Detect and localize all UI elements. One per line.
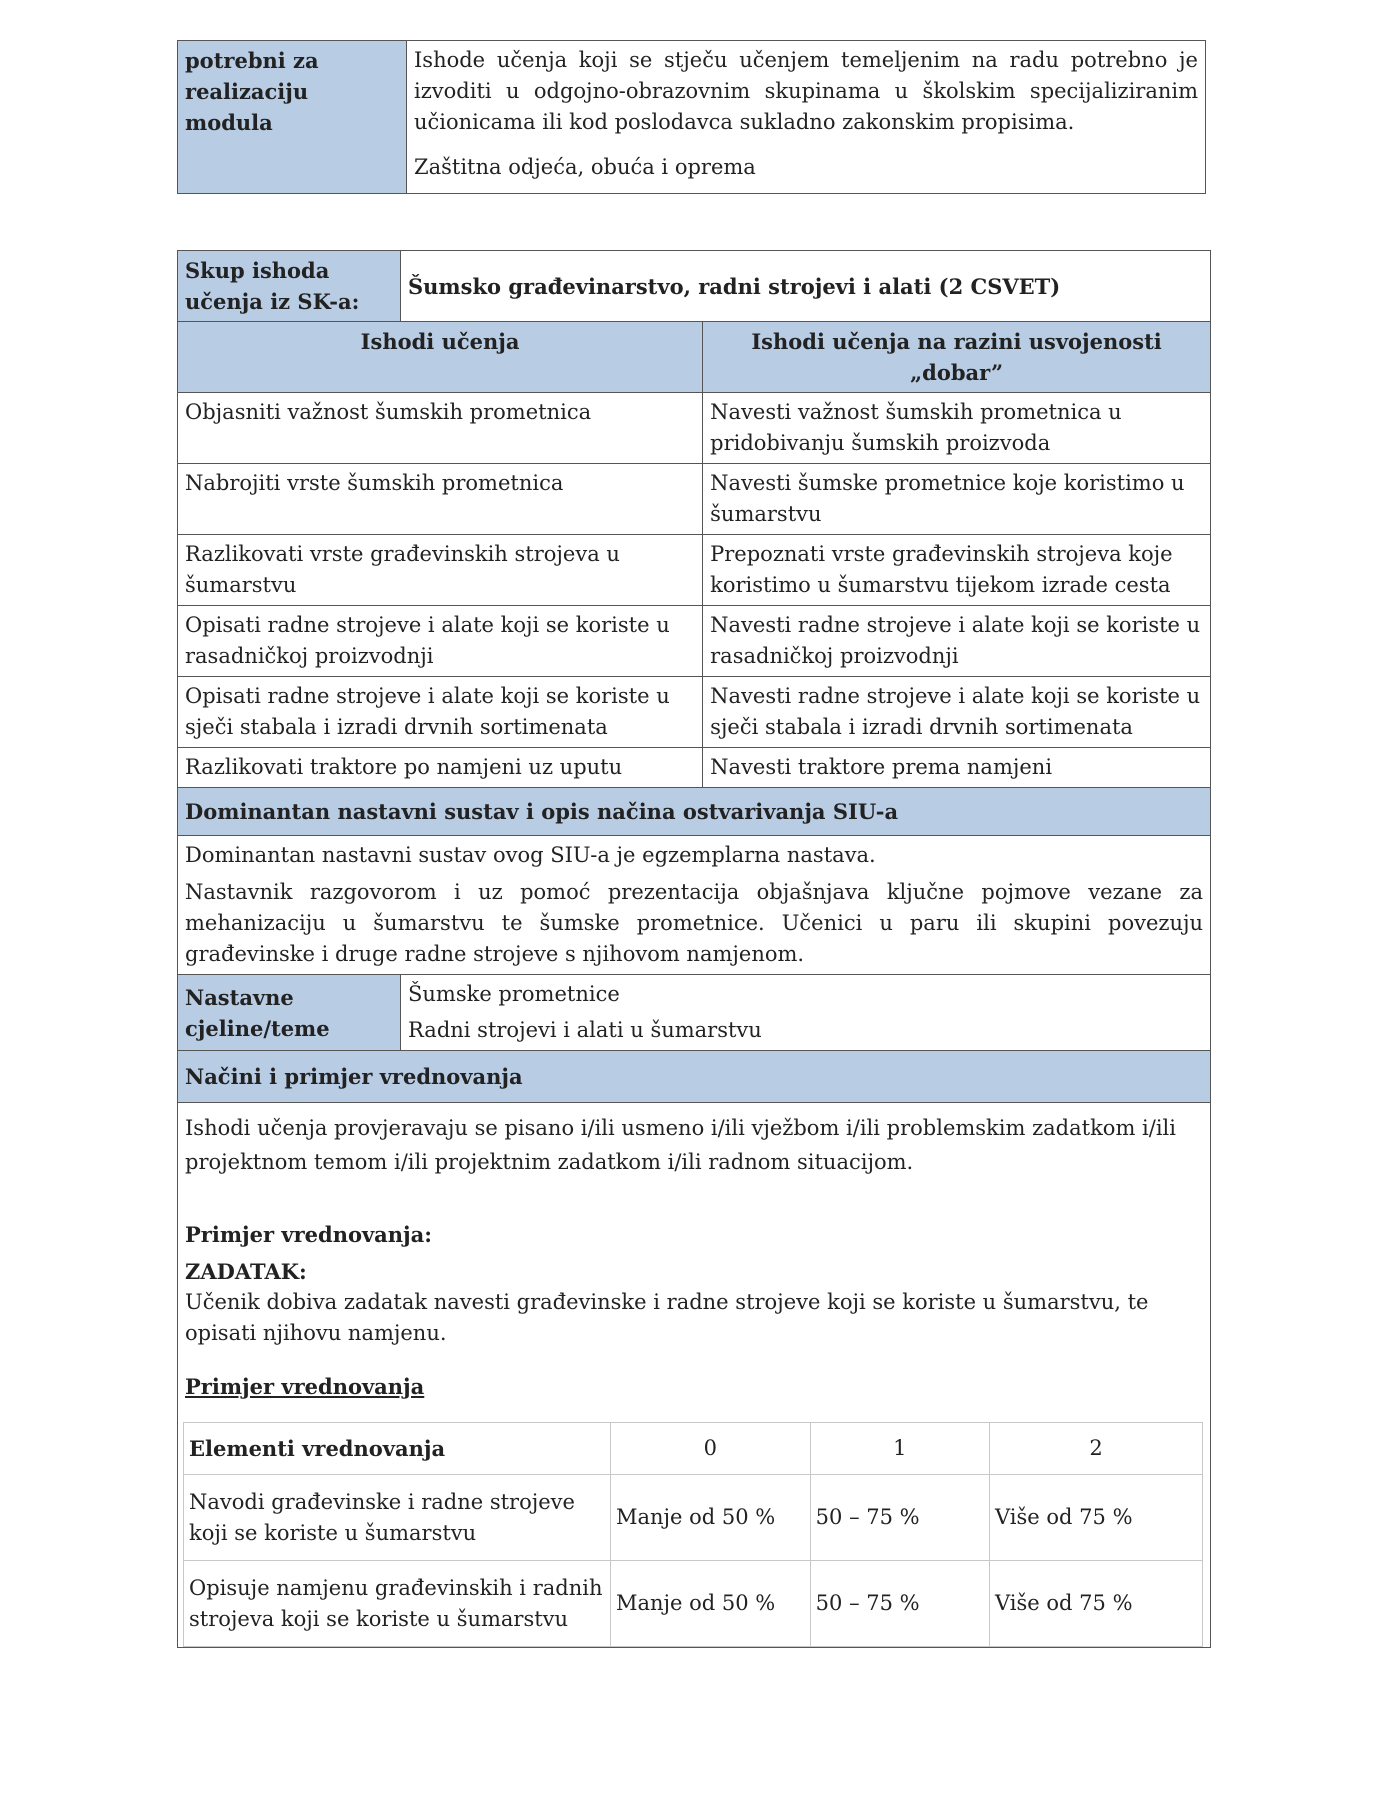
dominant-system-heading: Dominantan nastavni sustav i opis načina ostvarivanja SIU-a (178, 788, 1211, 836)
task-label: ZADATAK: (185, 1259, 307, 1284)
table-row (178, 464, 1211, 535)
outcome-cell: Razlikovati traktore po namjeni uz uputu (178, 748, 703, 788)
table-row (184, 1475, 1203, 1561)
evaluation-content (178, 1103, 1211, 1648)
grading-table (183, 1422, 1203, 1647)
outcomes-header: Ishodi učenja (178, 322, 703, 393)
grading-header: 1 (810, 1423, 989, 1475)
grading-element: Opisuje namjenu građevinskih i radnih strojeva koji se koriste u šumarstvu (184, 1561, 611, 1647)
dominant-system-text-1: Dominantan nastavni sustav ovog SIU-a je egzemplarna nastava. (185, 843, 876, 867)
requirements-content (407, 41, 1206, 194)
outcome-cell: Razlikovati vrste građevinskih strojeva u šumarstvu (178, 535, 703, 606)
outcome-good-cell: Navesti šumske prometnice koje koristimo u šumarstvu (703, 464, 1211, 535)
siu-label: Skup ishoda učenja iz SK-a: (178, 251, 401, 322)
outcome-good-cell: Navesti traktore prema namjeni (703, 748, 1211, 788)
grading-value: Više od 75 % (990, 1475, 1203, 1561)
table-row (184, 1561, 1203, 1647)
grading-element: Navodi građevinske i radne strojeve koji se koriste u šumarstvu (184, 1475, 611, 1561)
topic-item: Šumske prometnice (408, 982, 620, 1006)
requirements-text-1: Ishode učenja koji se stječu učenjem temeljenim na radu potrebno je izvoditi u odgojno-obrazovnim skupinama u školskim specijaliziranim učionicama ili kod poslodavca sukladno zakonskim propisima. (414, 48, 1198, 134)
topics-label: Nastavne cjeline/teme (178, 975, 401, 1051)
grading-value: Više od 75 % (990, 1561, 1203, 1647)
outcome-good-cell: Navesti važnost šumskih prometnica u pridobivanju šumskih proizvoda (703, 393, 1211, 464)
topics-content (401, 975, 1211, 1051)
grading-header: Elementi vrednovanja (184, 1423, 611, 1475)
module-requirements-table (177, 40, 1206, 194)
grading-value: Manje od 50 % (610, 1561, 810, 1647)
grading-header: 0 (610, 1423, 810, 1475)
grading-value: 50 – 75 % (810, 1561, 989, 1647)
dominant-system-content (178, 836, 1211, 975)
example-label-underlined: Primjer vrednovanja (185, 1374, 425, 1399)
siu-title: Šumsko građevinarstvo, radni strojevi i alati (2 CSVET) (401, 251, 1211, 322)
outcome-cell: Objasniti važnost šumskih prometnica (178, 393, 703, 464)
evaluation-text: Ishodi učenja provjeravaju se pisano i/ili usmeno i/ili vježbom i/ili problemskim zadatkom i/ili projektnom temom i/ili projektnim zadatkom i/ili radnom situacijom. (185, 1116, 1176, 1174)
table-row (178, 606, 1211, 677)
table-row (178, 677, 1211, 748)
grading-value: 50 – 75 % (810, 1475, 989, 1561)
outcome-cell: Opisati radne strojeve i alate koji se koriste u sječi stabala i izradi drvnih sortimenata (178, 677, 703, 748)
outcomes-good-header: Ishodi učenja na razini usvojenosti „dobar” (703, 322, 1211, 393)
grading-value: Manje od 50 % (610, 1475, 810, 1561)
outcome-cell: Opisati radne strojeve i alate koji se koriste u rasadničkoj proizvodnji (178, 606, 703, 677)
table-row (178, 535, 1211, 606)
requirements-text-2: Zaštitna odjeća, obuća i oprema (414, 155, 756, 179)
requirements-label: potrebni za realizaciju modula (178, 41, 407, 194)
topic-item: Radni strojevi i alati u šumarstvu (408, 1018, 762, 1042)
dominant-system-text-2: Nastavnik razgovorom i uz pomoć prezentacija objašnjava ključne pojmove vezane za mehanizaciju u šumarstvu te šumske prometnice. Učenici u paru ili skupini povezuju građevinske i druge radne strojeve s njihovom namjenom. (185, 880, 1203, 966)
example-label: Primjer vrednovanja: (185, 1222, 433, 1247)
outcome-good-cell: Prepoznati vrste građevinskih strojeva koje koristimo u šumarstvu tijekom izrade cesta (703, 535, 1211, 606)
grading-header: 2 (990, 1423, 1203, 1475)
siu-table (177, 250, 1211, 1648)
evaluation-heading: Načini i primjer vrednovanja (178, 1051, 1211, 1103)
outcome-good-cell: Navesti radne strojeve i alate koji se koriste u rasadničkoj proizvodnji (703, 606, 1211, 677)
outcome-cell: Nabrojiti vrste šumskih prometnica (178, 464, 703, 535)
task-text: Učenik dobiva zadatak navesti građevinske i radne strojeve koji se koriste u šumarstvu, te opisati njihovu namjenu. (185, 1290, 1149, 1345)
outcome-good-cell: Navesti radne strojeve i alate koji se koriste u sječi stabala i izradi drvnih sortimenata (703, 677, 1211, 748)
table-row (178, 393, 1211, 464)
table-row (178, 748, 1211, 788)
